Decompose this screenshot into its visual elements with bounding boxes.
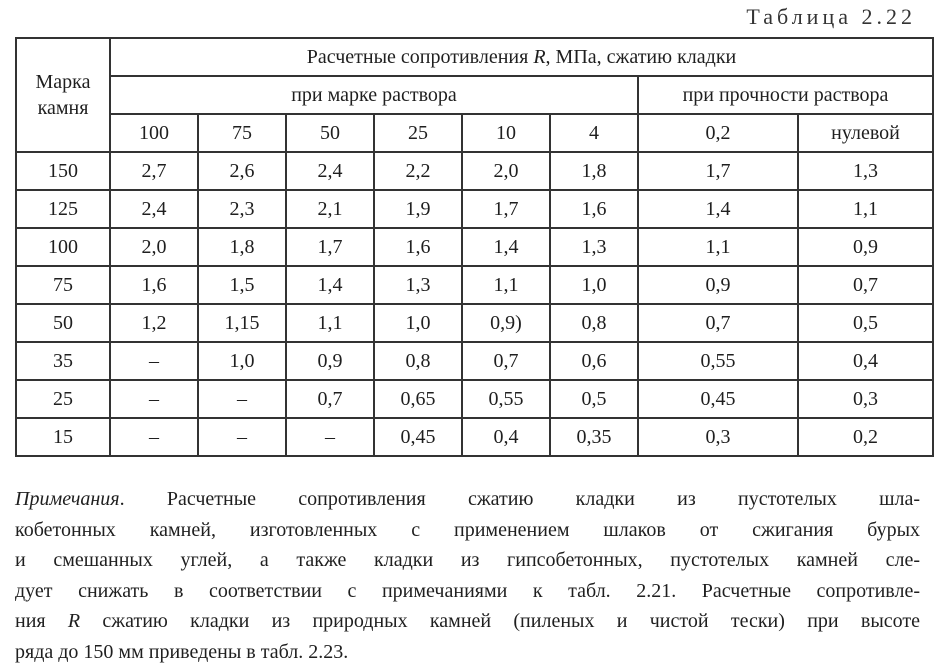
resistance-table — [15, 37, 934, 457]
resistance-value-cell: 1,6 — [374, 228, 462, 266]
resistance-value-cell: 0,55 — [638, 342, 798, 380]
resistance-value-cell: 1,8 — [198, 228, 286, 266]
resistance-value-cell: 1,3 — [374, 266, 462, 304]
table-body — [16, 152, 933, 456]
resistance-value-cell: 0,9 — [638, 266, 798, 304]
stone-grade-cell: 150 — [16, 152, 110, 190]
resistance-value-cell: – — [286, 418, 374, 456]
resistance-value-cell: 0,5 — [550, 380, 638, 418]
resistance-value-cell: 2,4 — [110, 190, 198, 228]
mortar-strength-group-header: при прочности раствора — [638, 76, 933, 114]
note-line: ния R сжатию кладки из природных камней (пиленых и чистой тески) при высоте — [15, 610, 920, 632]
resistance-value-cell: 0,6 — [550, 342, 638, 380]
resistance-value-cell: 1,4 — [462, 228, 550, 266]
table-notes — [15, 484, 920, 667]
resistance-value-cell: 0,3 — [798, 380, 933, 418]
subheader-cell: нулевой — [798, 114, 933, 152]
stone-header-line-2: камня — [37, 97, 89, 119]
resistance-value-cell: 2,2 — [374, 152, 462, 190]
resistance-value-cell: 1,4 — [638, 190, 798, 228]
resistance-value-cell: – — [198, 380, 286, 418]
resistance-value-cell: 1,0 — [374, 304, 462, 342]
subheader-cell: 25 — [374, 114, 462, 152]
table-row — [16, 304, 933, 342]
subheader-cell: 10 — [462, 114, 550, 152]
resistance-value-cell: 2,0 — [110, 228, 198, 266]
resistance-value-cell: – — [198, 418, 286, 456]
resistance-value-cell: 0,8 — [550, 304, 638, 342]
note-label: Примечания — [15, 488, 120, 510]
resistance-value-cell: 1,3 — [798, 152, 933, 190]
resistance-value-cell: 1,7 — [462, 190, 550, 228]
resistance-value-cell: 1,8 — [550, 152, 638, 190]
resistance-value-cell: 2,7 — [110, 152, 198, 190]
resistance-value-cell: 2,0 — [462, 152, 550, 190]
resistance-value-cell: 0,5 — [798, 304, 933, 342]
resistance-value-cell: 0,4 — [798, 342, 933, 380]
resistance-value-cell: 1,6 — [110, 266, 198, 304]
resistance-value-cell: 0,7 — [638, 304, 798, 342]
resistance-value-cell: 0,65 — [374, 380, 462, 418]
resistance-value-cell: 0,45 — [638, 380, 798, 418]
resistance-value-cell: 1,0 — [198, 342, 286, 380]
note-line: дует снижать в соответствии с примечаниями к табл. 2.21. Расчетные сопротивле- — [15, 579, 920, 602]
resistance-value-cell: 0,45 — [374, 418, 462, 456]
stone-grade-cell: 125 — [16, 190, 110, 228]
resistance-value-cell: 0,2 — [798, 418, 933, 456]
resistance-value-cell: 0,7 — [286, 380, 374, 418]
resistance-value-cell: 0,7 — [462, 342, 550, 380]
table-row — [16, 342, 933, 380]
stone-grade-cell: 100 — [16, 228, 110, 266]
resistance-value-cell: 1,9 — [374, 190, 462, 228]
table-row — [16, 266, 933, 304]
resistance-value-cell: 0,7 — [798, 266, 933, 304]
note-line — [15, 484, 920, 515]
note-line: кобетонных камней, изготовленных с применением шлаков от сжигания бурых — [15, 518, 920, 541]
stone-grade-cell: 75 — [16, 266, 110, 304]
stone-grade-cell: 15 — [16, 418, 110, 456]
mortar-grade-group-header: при марке раствора — [110, 76, 638, 114]
table-row — [16, 380, 933, 418]
table-row — [16, 228, 933, 266]
resistance-value-cell: 1,6 — [550, 190, 638, 228]
resistance-value-cell: 2,3 — [198, 190, 286, 228]
resistance-value-cell: 0,35 — [550, 418, 638, 456]
resistance-value-cell: 0,8 — [374, 342, 462, 380]
table-caption: Таблица 2.22 — [746, 4, 916, 29]
note-line-text: . Расчетные сопротивления сжатию кладки из пустотелых шла- — [119, 488, 920, 510]
resistance-value-cell: – — [110, 380, 198, 418]
note-line: и смешанных углей, а также кладки из гипсобетонных, пустотелых камней сле- — [15, 549, 920, 571]
resistance-value-cell: 2,1 — [286, 190, 374, 228]
table-row — [16, 190, 933, 228]
stone-grade-cell: 25 — [16, 380, 110, 418]
resistance-value-cell: 1,1 — [798, 190, 933, 228]
resistance-value-cell: 2,6 — [198, 152, 286, 190]
resistance-value-cell: 0,55 — [462, 380, 550, 418]
stone-grade-header — [16, 38, 110, 152]
resistance-value-cell: 0,9 — [286, 342, 374, 380]
resistance-value-cell: 2,4 — [286, 152, 374, 190]
resistance-value-cell: 0,4 — [462, 418, 550, 456]
resistance-value-cell: – — [110, 342, 198, 380]
resistance-value-cell: 1,2 — [110, 304, 198, 342]
table-row — [16, 418, 933, 456]
resistance-value-cell: 1,1 — [462, 266, 550, 304]
subheader-cell: 50 — [286, 114, 374, 152]
resistance-value-cell: 1,1 — [638, 228, 798, 266]
resistance-value-cell: 0,3 — [638, 418, 798, 456]
resistance-value-cell: 1,4 — [286, 266, 374, 304]
resistance-value-cell: 1,1 — [286, 304, 374, 342]
subheader-cell: 100 — [110, 114, 198, 152]
resistance-value-cell: 1,7 — [286, 228, 374, 266]
resistance-value-cell: 1,0 — [550, 266, 638, 304]
subheader-cell: 75 — [198, 114, 286, 152]
resistance-value-cell: 1,5 — [198, 266, 286, 304]
stone-grade-cell: 50 — [16, 304, 110, 342]
resistance-value-cell: 0,9) — [462, 304, 550, 342]
subheader-cell: 4 — [550, 114, 638, 152]
table-row — [16, 152, 933, 190]
resistance-value-cell: 1,15 — [198, 304, 286, 342]
resistance-value-cell: – — [110, 418, 198, 456]
resistance-value-cell: 0,9 — [798, 228, 933, 266]
stone-grade-cell: 35 — [16, 342, 110, 380]
note-line: ряда до 150 мм приведены в табл. 2.23. — [15, 640, 349, 663]
stone-header-line-1: Марка — [35, 71, 91, 93]
main-header: Расчетные сопротивления R, МПа, сжатию кладки — [110, 38, 933, 76]
resistance-value-cell: 1,3 — [550, 228, 638, 266]
subheader-cell: 0,2 — [638, 114, 798, 152]
resistance-value-cell: 1,7 — [638, 152, 798, 190]
